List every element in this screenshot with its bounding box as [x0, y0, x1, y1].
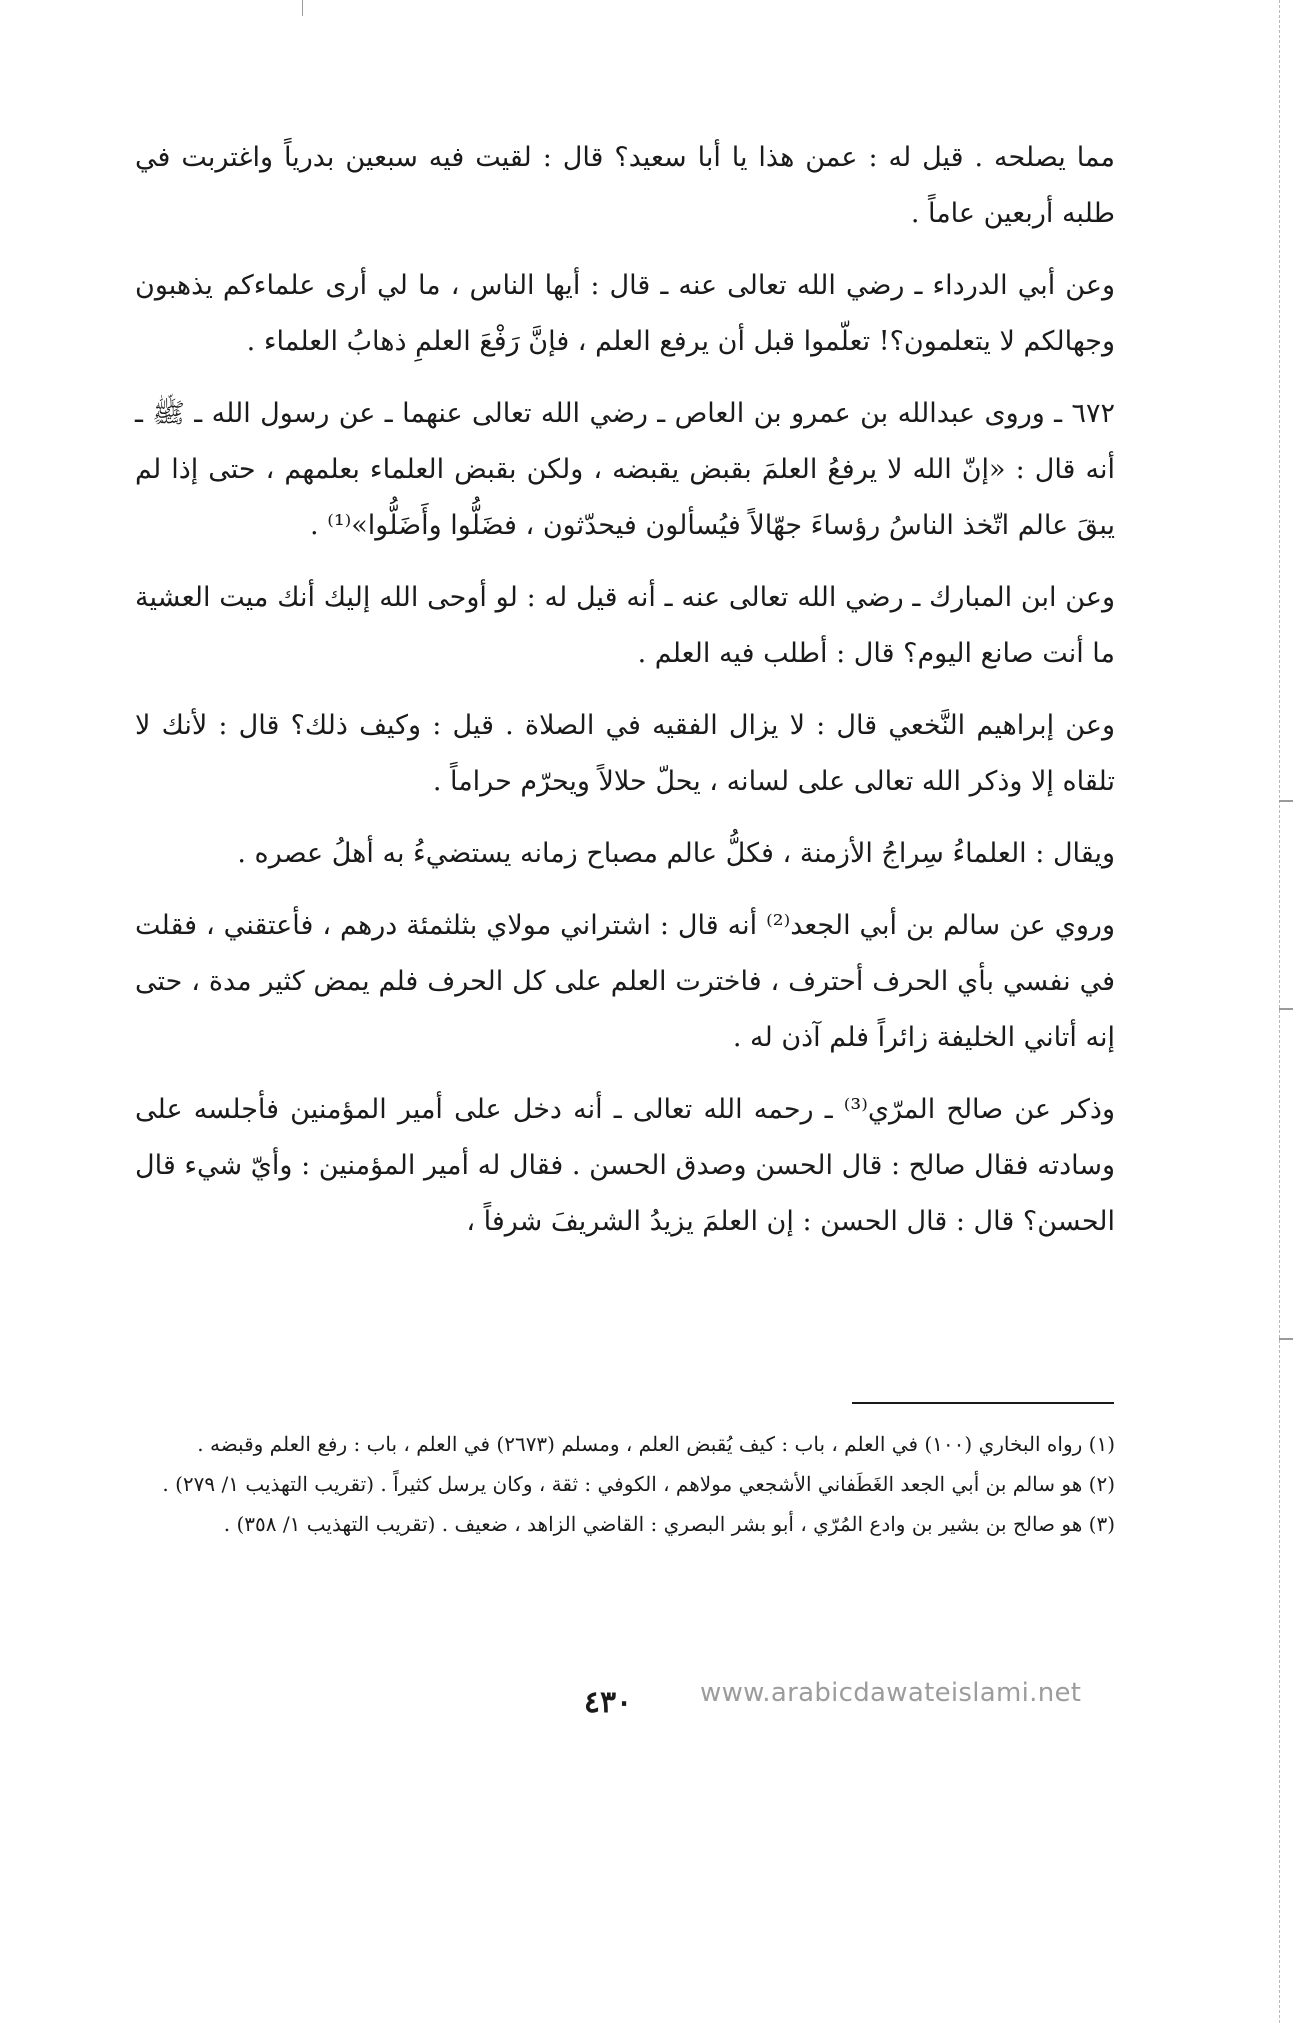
scan-edge-line [1279, 0, 1281, 2023]
watermark-url: www.arabicdawateislami.net [700, 1678, 1082, 1708]
paragraph: وروي عن سالم بن أبي الجعد⁽²⁾ أنه قال : اشتراني مولاي بثلثمئة درهم ، فأعتقني ، فقلت في نفسي بأي الحرف أحترف ، فاخترت العلم على كل الحرف فلم يمض كثير مدة ، حتى إنه أتاني الخليفة زائراً فلم آذن له . [135, 910, 1115, 1053]
footnotes [128, 1425, 1115, 1545]
paragraph: وعن إبراهيم النَّخعي قال : لا يزال الفقيه في الصلاة . قيل : وكيف ذلك؟ قال : لأنك لا تلقاه إلا وذكر الله تعالى على لسانه ، يحلّ حلالاً ويحرّم حراماً . [135, 710, 1115, 797]
page-number: ٤٣٠ [583, 1685, 633, 1720]
footnote: (٣) هو صالح بن بشير بن وادع المُرّي ، أبو بشر البصري : القاضي الزاهد ، ضعيف . (تقريب التهذيب ١/ ٣٥٨) . [223, 1512, 1115, 1536]
paragraph: مما يصلحه . قيل له : عمن هذا يا أبا سعيد؟ قال : لقيت فيه سبعين بدرياً واغتربت في طلبه أربعين عاماً . [135, 142, 1115, 229]
paragraph: وعن ابن المبارك ـ رضي الله تعالى عنه ـ أنه قيل له : لو أوحى الله إليك أنك ميت العشية ما أنت صانع اليوم؟ قال : أطلب فيه العلم . [135, 582, 1115, 669]
scan-top-mark [302, 0, 303, 16]
scan-edge-tick [1279, 1008, 1293, 1010]
footnote: (٢) هو سالم بن أبي الجعد الغَطَفاني الأشجعي مولاهم ، الكوفي : ثقة ، وكان يرسل كثيراً . (تقريب التهذيب ١/ ٢٧٩) . [162, 1472, 1115, 1496]
scan-edge-tick [1279, 800, 1293, 802]
paragraph: ٦٧٢ ـ وروى عبدالله بن عمرو بن العاص ـ رضي الله تعالى عنهما ـ عن رسول الله ـ ﷺ ـ أنه قال : «إنّ الله لا يرفعُ العلمَ بقبض يقبضه ، ولكن بقبض العلماء بعلمهم ، حتى إذا لم يبقَ عالم اتّخذ الناسُ رؤساءَ جهّالاً فيُسألون فيحدّثون ، فضَلُّوا وأَضَلُّوا»⁽¹⁾ . [135, 398, 1115, 541]
footnote: (١) رواه البخاري (١٠٠) في العلم ، باب : كيف يُقبض العلم ، ومسلم (٢٦٧٣) في العلم ، باب : رفع العلم وقبضه . [197, 1432, 1115, 1456]
paragraph: وذكر عن صالح المرّي⁽³⁾ ـ رحمه الله تعالى ـ أنه دخل على أمير المؤمنين فأجلسه على وسادته فقال صالح : قال الحسن وصدق الحسن . فقال له أمير المؤمنين : وأيّ شيء قال الحسن؟ قال : قال الحسن : إن العلمَ يزيدُ الشريفَ شرفاً ، [135, 1094, 1115, 1237]
footnote-divider [852, 1402, 1114, 1404]
scan-edge-tick [1279, 1338, 1293, 1340]
main-text [135, 130, 1115, 1266]
paragraph: وعن أبي الدرداء ـ رضي الله تعالى عنه ـ قال : أيها الناس ، ما لي أرى علماءكم يذهبون وجهالكم لا يتعلمون؟! تعلّموا قبل أن يرفع العلم ، فإنَّ رَفْعَ العلمِ ذهابُ العلماء . [135, 270, 1115, 357]
paragraph: ويقال : العلماءُ سِراجُ الأزمنة ، فكلُّ عالم مصباح زمانه يستضيءُ به أهلُ عصره . [237, 838, 1115, 869]
